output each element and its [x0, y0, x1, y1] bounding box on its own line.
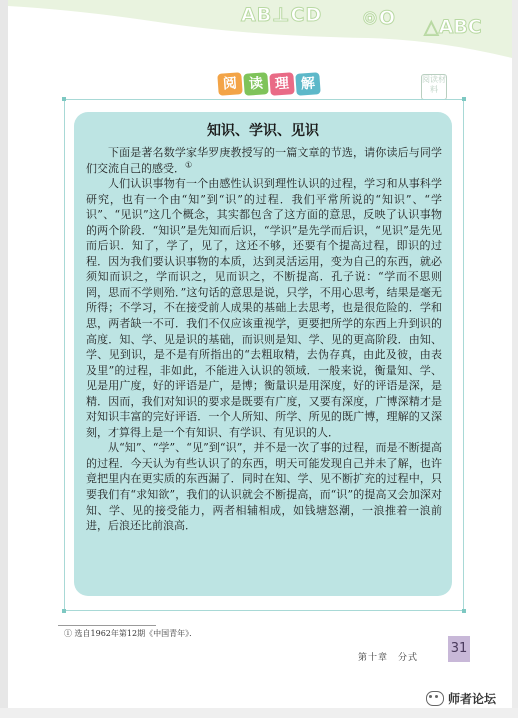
- header-deco-triangle: △ABC: [424, 16, 482, 38]
- article-intro: [86, 145, 442, 176]
- header-deco-segments: AB⊥CD: [241, 4, 323, 26]
- page-right-edge: [512, 0, 518, 718]
- reading-stamp-icon: 阅读材料: [421, 74, 447, 100]
- frame-corner-dot: [462, 609, 466, 613]
- page-number: 31: [448, 636, 470, 662]
- wechat-icon: [426, 691, 444, 706]
- article-body: [86, 145, 442, 534]
- header-deco-circle: ⊙O: [362, 7, 397, 29]
- page-left-edge: [0, 0, 8, 718]
- frame-corner-dot: [462, 97, 466, 101]
- banner-char-3: 理: [269, 72, 294, 96]
- page-bottom-strip: [0, 708, 518, 718]
- article-paragraph: 人们认识事物有一个由感性认识到理性认识的过程，学习和从事科学研究，也有一个由“知”到“识”的过程．我们平常所说的“知识”、“学识”、“见识”这几个概念，其实都包含了这方面的意思，反映了认识事物的两个阶段．“知识”是先知而后识，“学识”是先学而后识，“见识”是先见而后识．知了，学了，见了，这还不够，还要有个提高过程，即识的过程．因为我们要认识事物的本质，达到灵活运用，变为自己的东西，就必须知而识之，学而识之，见而识之，不断提高．孔子说：“学而不思则罔，思而不学则殆．”这句话的意思是说，只学，不用心思考，结果是毫无所得；不学习，不在接受前人成果的基础上去思考，也是很危险的．学和思，两者缺一不可．我们不仅应该重视学，更要把所学的东西上升到识的高度．知、学、见是识的基础，而识则是知、学、见的更高阶段．由知、学、见到识，是不是有所指出的“去粗取精，去伪存真，由此及彼，由表及里”的过程，非如此，不能进入认识的领域．一般来说，衡量知、学、见是用广度，好的评语是广，是博；衡量识是用深度，好的评语是深，是精．因而，我们对知识的要求是既要有广度，又要有深度，广博深精才是对知识丰富的完好评语．一个人所知、所学、所见的既广博，理解的又深刻，才算得上是一个有知识、有学识、有见识的人．: [86, 177, 442, 439]
- banner-char-2: 读: [243, 72, 268, 96]
- chapter-label: 第十章 分式: [358, 653, 419, 663]
- watermark-text: 师者论坛: [448, 692, 497, 706]
- banner-char-4: 解: [295, 72, 320, 96]
- section-banner: [218, 73, 320, 97]
- watermark: [426, 690, 496, 707]
- banner-char-1: 阅: [217, 72, 242, 96]
- article-paragraph: 从“知”、“学”、“见”到“识”，并不是一次了事的过程，而是不断提高的过程．今天认为有些认识了的东西，明天可能发现自己并未了解，也许竟把里内在更实质的东西漏了．同时在知、学、见不断扩充的过程中，只要我们有“求知欲”，我们的认识就会不断提高，而“识”的提高又会加深对知、学、见的接受能力，两者相辅相成，如钱塘怒潮，一浪推着一浪前进，后浪还比前浪高．: [86, 441, 442, 533]
- frame-corner-dot: [62, 97, 66, 101]
- footnote: ① 选自1962年第12期《中国青年》．: [64, 629, 198, 638]
- intro-text: 下面是著名数学家华罗庚教授写的一篇文章的节选，请你读后与同学们交流自己的感受．: [86, 146, 442, 175]
- frame-corner-dot: [62, 609, 66, 613]
- footnote-rule: [58, 625, 156, 626]
- article-title: 知识、学识、见识: [207, 123, 319, 139]
- footnote-marker: ①: [185, 159, 193, 169]
